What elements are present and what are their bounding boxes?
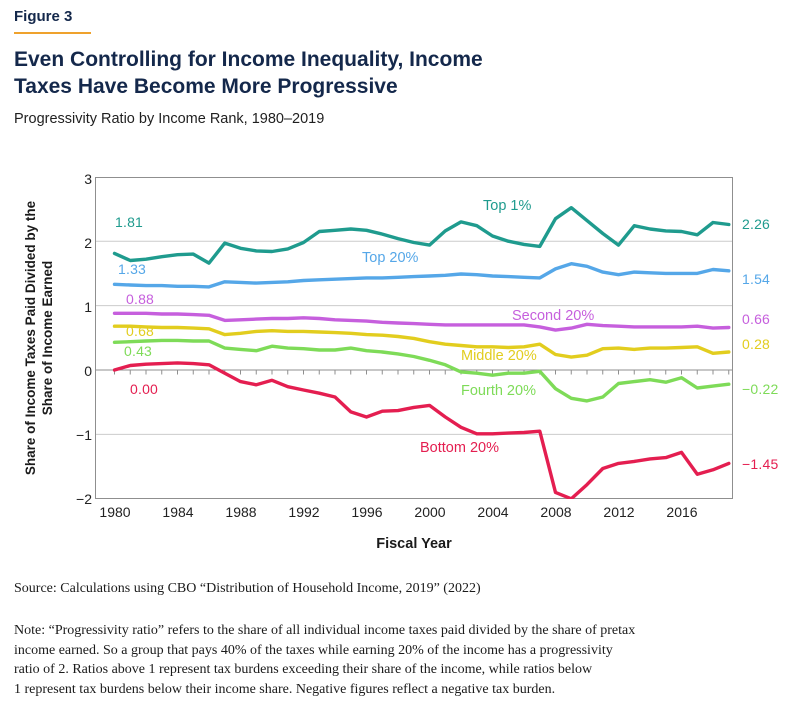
y-axis-title-line1: Share of Income Taxes Paid Divided by the [23, 200, 38, 476]
end-value-bottom-20: −1.45 [742, 456, 779, 472]
y-axis-title [16, 177, 62, 499]
series-label-fourth-20: Fourth 20% [461, 383, 536, 399]
chart-title-line2: Taxes Have Become More Progressive [14, 75, 398, 98]
note-line-4: 1 represent tax burdens below their income share. Negative figures reflect a negative tax burden. [14, 681, 556, 697]
y-tick-label-neg1: −1 [76, 427, 92, 443]
x-tick-2008: 2008 [540, 504, 572, 520]
start-value-fourth-20: 0.43 [124, 343, 153, 359]
end-value-top-20: 1.54 [742, 271, 771, 287]
line-top-1 [115, 208, 729, 263]
x-tick-2016: 2016 [666, 504, 698, 520]
end-value-middle-20: 0.28 [742, 336, 771, 352]
x-tick-2004: 2004 [477, 504, 509, 520]
note-line-2: income earned. So a group that pays 40% of the taxes while earning 20% of the income has a progressivity [14, 642, 613, 658]
y-tick-label-3: 3 [84, 171, 92, 187]
note-text [14, 621, 635, 699]
chart-title-line1: Even Controlling for Income Inequality, Income [14, 48, 483, 71]
start-value-top-20: 1.33 [118, 261, 147, 277]
y-tick-label-1: 1 [84, 299, 92, 315]
x-tick-2012: 2012 [603, 504, 635, 520]
note-line-3: ratio of 2. Ratios above 1 represent tax burdens exceeding their share of the income, while ratios below [14, 662, 593, 677]
line-top-20 [115, 264, 729, 287]
series-label-top-1: Top 1% [483, 198, 532, 214]
line-bottom-20 [115, 363, 729, 499]
start-value-second-20: 0.88 [126, 291, 155, 307]
series-label-second-20: Second 20% [512, 308, 595, 324]
figure-label: Figure 3 [14, 8, 73, 25]
start-value-middle-20: 0.68 [126, 323, 155, 339]
source-text: Source: Calculations using CBO “Distribution of Household Income, 2019” (2022) [14, 581, 481, 596]
y-axis-title-line2: Share of Income Earned [40, 260, 55, 416]
y-tick-label-0: 0 [84, 363, 92, 379]
series-label-top-20: Top 20% [362, 250, 419, 266]
x-tick-1992: 1992 [288, 504, 320, 520]
x-tick-1980: 1980 [99, 504, 131, 520]
y-tick-label-2: 2 [84, 235, 92, 251]
end-value-top-1: 2.26 [742, 216, 771, 232]
note-line-1: Note: “Progressivity ratio” refers to the share of all individual income taxes paid divided by the share of pretax [14, 623, 636, 638]
x-tick-2000: 2000 [414, 504, 446, 520]
chart-subtitle: Progressivity Ratio by Income Rank, 1980–2019 [14, 111, 325, 127]
end-value-second-20: 0.66 [742, 311, 771, 327]
x-tick-1988: 1988 [225, 504, 257, 520]
series-label-bottom-20: Bottom 20% [420, 440, 499, 456]
x-axis-title: Fiscal Year [376, 536, 452, 552]
plot-area [95, 177, 733, 499]
chart-title [14, 46, 483, 100]
gold-rule-divider [14, 32, 91, 34]
y-tick-label-neg2: −2 [76, 491, 92, 507]
x-tick-1984: 1984 [162, 504, 194, 520]
series-label-middle-20: Middle 20% [461, 348, 537, 364]
start-value-bottom-20: 0.00 [130, 381, 159, 397]
start-value-top-1: 1.81 [115, 214, 144, 230]
end-value-fourth-20: −0.22 [742, 381, 779, 397]
x-tick-1996: 1996 [351, 504, 383, 520]
